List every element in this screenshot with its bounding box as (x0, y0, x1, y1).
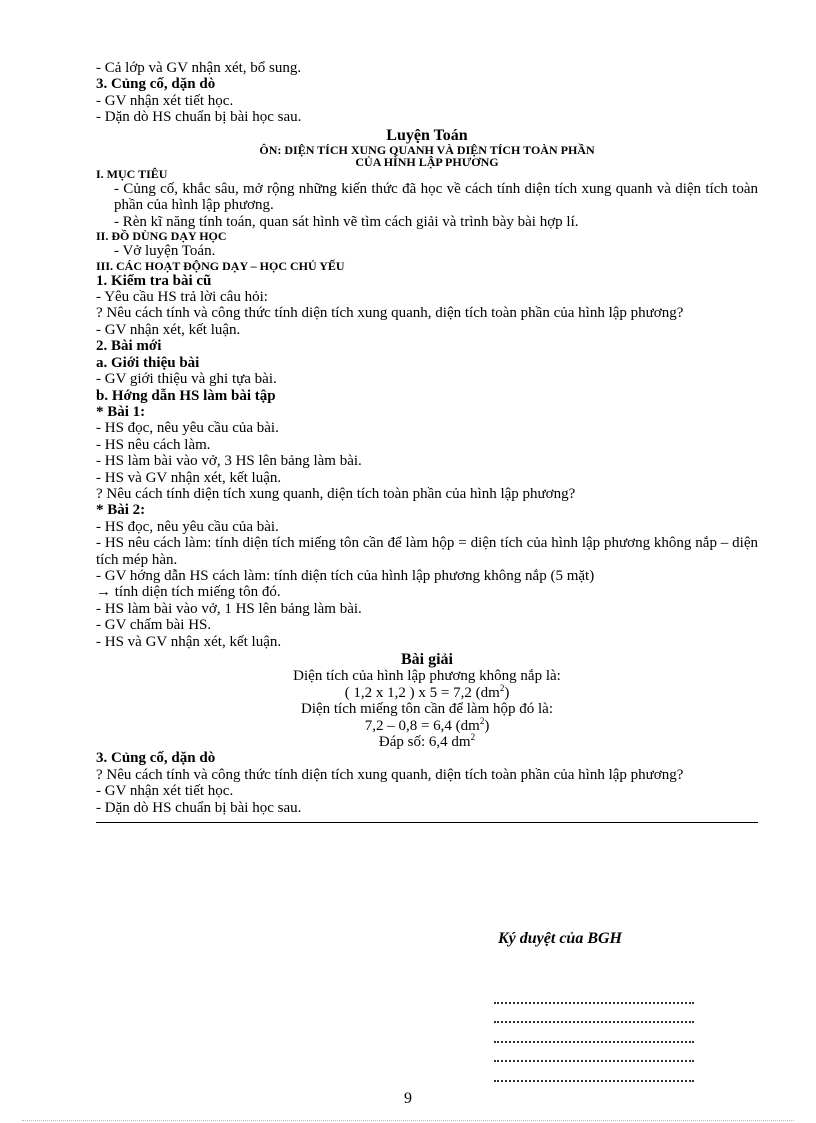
text-line: - HS và GV nhận xét, kết luận. (96, 469, 282, 486)
signature-lines (494, 984, 694, 1082)
text-line: ? Nêu cách tính diện tích xung quanh, diện tích toàn phần của hình lập phương? (96, 485, 576, 502)
text-line: - GV giới thiệu và ghi tựa bài. (96, 371, 277, 388)
section-heading: I. MỤC TIÊU (96, 167, 168, 182)
exercise-heading: * Bài 2: (96, 502, 146, 519)
text-line: - GV nhận xét, kết luận. (96, 321, 241, 338)
text-line: - GV nhận xét tiết học. (96, 92, 234, 109)
text-line: - HS và GV nhận xét, kết luận. (96, 633, 282, 650)
text-line: - Cả lớp và GV nhận xét, bổ sung. (96, 60, 302, 76)
document-body (96, 60, 758, 823)
solution-line: Diện tích miếng tôn cần để làm hộp đó là: (300, 701, 554, 718)
page-border (22, 1120, 794, 1121)
dotted-line (494, 984, 694, 1004)
subsection-heading: 1. Kiểm tra bài cũ (96, 272, 212, 289)
dotted-line (494, 1062, 694, 1082)
text-line: - HS làm bài vào vở, 3 HS lên bảng làm bài. (96, 453, 362, 470)
text-line: - HS nêu cách làm. (96, 436, 211, 453)
lesson-subtitle-2: CỦA HÌNH LẬP PHƯƠNG (355, 155, 499, 170)
divider (96, 822, 758, 823)
text-line: - GV chấm bài HS. (96, 617, 212, 634)
solution-title: Bài giải (400, 651, 453, 668)
dotted-line (494, 1023, 694, 1043)
dotted-line (494, 1043, 694, 1063)
text-line: - Rèn kĩ năng tính toán, quan sát hình vẽ tìm cách giải và trình bày bài hợp lí. (114, 213, 579, 230)
dotted-line (494, 1004, 694, 1024)
exercise-heading: * Bài 1: (96, 403, 146, 420)
subsection-heading: 2. Bài mới (96, 338, 162, 355)
text-line: - Dặn dò HS chuẩn bị bài học sau. (96, 799, 302, 816)
solution-line: ( 1,2 x 1,2 ) x 5 = 7,2 $(dm^2)$ (344, 682, 510, 701)
text-line: - HS đọc, nêu yêu cầu của bài. (96, 518, 279, 535)
text-line: - HS làm bài vào vở, 1 HS lên bảng làm bài. (96, 600, 362, 617)
text-line: → tính diện tích miếng tôn đó. (96, 584, 281, 601)
paragraph: - HS nêu cách làm: tính diện tích miếng tôn cần để làm hộp = diện tích của hình lập phương không nắp – diện tích mép hàn. (96, 535, 758, 568)
paragraph: ? Nêu cách tính và công thức tính diện tích xung quanh, diện tích toàn phần của hình lập phương? (96, 766, 684, 783)
section-heading: III. CÁC HOẠT ĐỘNG DẠY – HỌC CHỦ YẾU (96, 258, 345, 273)
page-number: 9 (404, 1090, 412, 1107)
paragraph: ? Nêu cách tính và công thức tính diện tích xung quanh, diện tích toàn phần của hình lập phương? (96, 305, 684, 322)
section-heading: 3. Củng cố, dặn dò (96, 76, 216, 93)
subsection-heading: a. Giới thiệu bài (96, 354, 200, 371)
text-line: - Yêu cầu HS trả lời câu hỏi: (96, 289, 268, 306)
lesson-subtitle-1: ÔN: DIỆN TÍCH XUNG QUANH VÀ DIỆN TÍCH TOÀN PHẦN (259, 143, 595, 158)
lesson-title: Luyện Toán (386, 126, 468, 144)
solution-answer: Đáp số: 6,4 $dm^2$ (378, 732, 476, 751)
solution-line: 7,2 – 0,8 = 6,4 $(dm^2)$ (364, 715, 490, 734)
text-line: - Dặn dò HS chuẩn bị bài học sau. (96, 109, 302, 126)
text-line: - Vở luyện Toán. (114, 243, 216, 260)
paragraph: - Củng cố, khắc sâu, mở rộng những kiến thức đã học về cách tính diện tích xung quanh và diện tích toàn phần của hình lập phương. (114, 181, 758, 214)
text-line: - HS đọc, nêu yêu cầu của bài. (96, 420, 279, 437)
text-line: - GV nhận xét tiết học. (96, 783, 234, 800)
solution-line: Diện tích của hình lập phương không nắp là: (293, 668, 561, 685)
section-heading: 3. Củng cố, dặn dò (96, 750, 216, 767)
approval-signature-label: Ký duyệt của BGH (498, 930, 622, 947)
subsection-heading: b. Hớng dẫn HS làm bài tập (96, 387, 276, 404)
text-line: - GV hớng dẫn HS cách làm: tính diện tích của hình lập phương không nắp (5 mặt) (96, 567, 595, 584)
section-heading: II. ĐỒ DÙNG DẠY HỌC (96, 229, 227, 244)
